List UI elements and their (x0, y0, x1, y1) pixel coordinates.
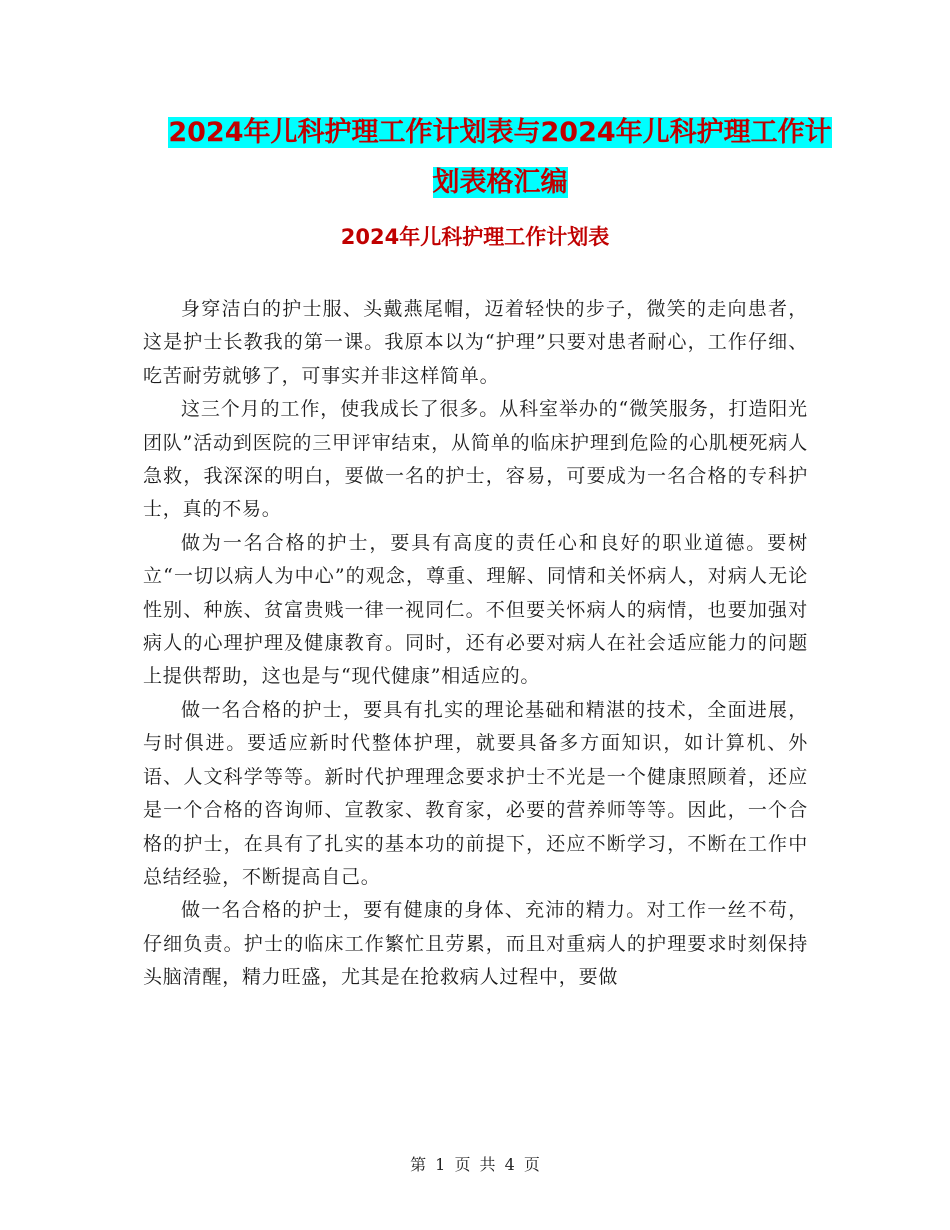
section-heading: 2024年儿科护理工作计划表 (340, 225, 610, 249)
document-title (140, 108, 860, 208)
paragraph: 做为一名合格的护士，要具有高度的责任心和良好的职业道德。要树立“一切以病人为中心”的观念，尊重、理解、同情和关怀病人，对病人无论性别、种族、贫富贵贱一律一视同仁。不但要关怀病人的病情，也要加强对病人的心理护理及健康教育。同时，还有必要对病人在社会适应能力的问题上提供帮助，这也是与“现代健康”相适应的。 (143, 531, 808, 688)
title-line-1: 2024年儿科护理工作计划表与2024年儿科护理工作计 (168, 117, 832, 148)
title-line-2: 划表格汇编 (432, 167, 568, 198)
page-number-footer: 第 1 页 共 4 页 (410, 1155, 540, 1174)
body-text (143, 293, 808, 995)
paragraph: 这三个月的工作，使我成长了很多。从科室举办的“微笑服务，打造阳光团队”活动到医院的三甲评审结束，从简单的临床护理到危险的心肌梗死病人急救，我深深的明白，要做一名的护士，容易，可要成为一名合格的专科护士，真的不易。 (143, 398, 808, 521)
paragraph: 身穿洁白的护士服、头戴燕尾帽，迈着轻快的步子，微笑的走向患者，这是护士长教我的第一课。我原本以为“护理”只要对患者耐心，工作仔细、吃苦耐劳就够了，可事实并非这样简单。 (143, 298, 808, 387)
paragraph: 做一名合格的护士，要有健康的身体、充沛的精力。对工作一丝不苟，仔细负责。护士的临床工作繁忙且劳累，而且对重病人的护理要求时刻保持头脑清醒，精力旺盛，尤其是在抢救病人过程中，要做 (143, 899, 808, 989)
paragraph: 做一名合格的护士，要具有扎实的理论基础和精湛的技术，全面进展，与时俱进。要适应新时代整体护理，就要具备多方面知识，如计算机、外语、人文科学等等。新时代护理理念要求护士不光是一个健康照顾着，还应是一个合格的咨询师、宣教家、教育家，必要的营养师等等。因此，一个合格的护士，在具有了扎实的基本功的前提下，还应不断学习，不断在工作中总结经验，不断提高自己。 (143, 698, 808, 888)
